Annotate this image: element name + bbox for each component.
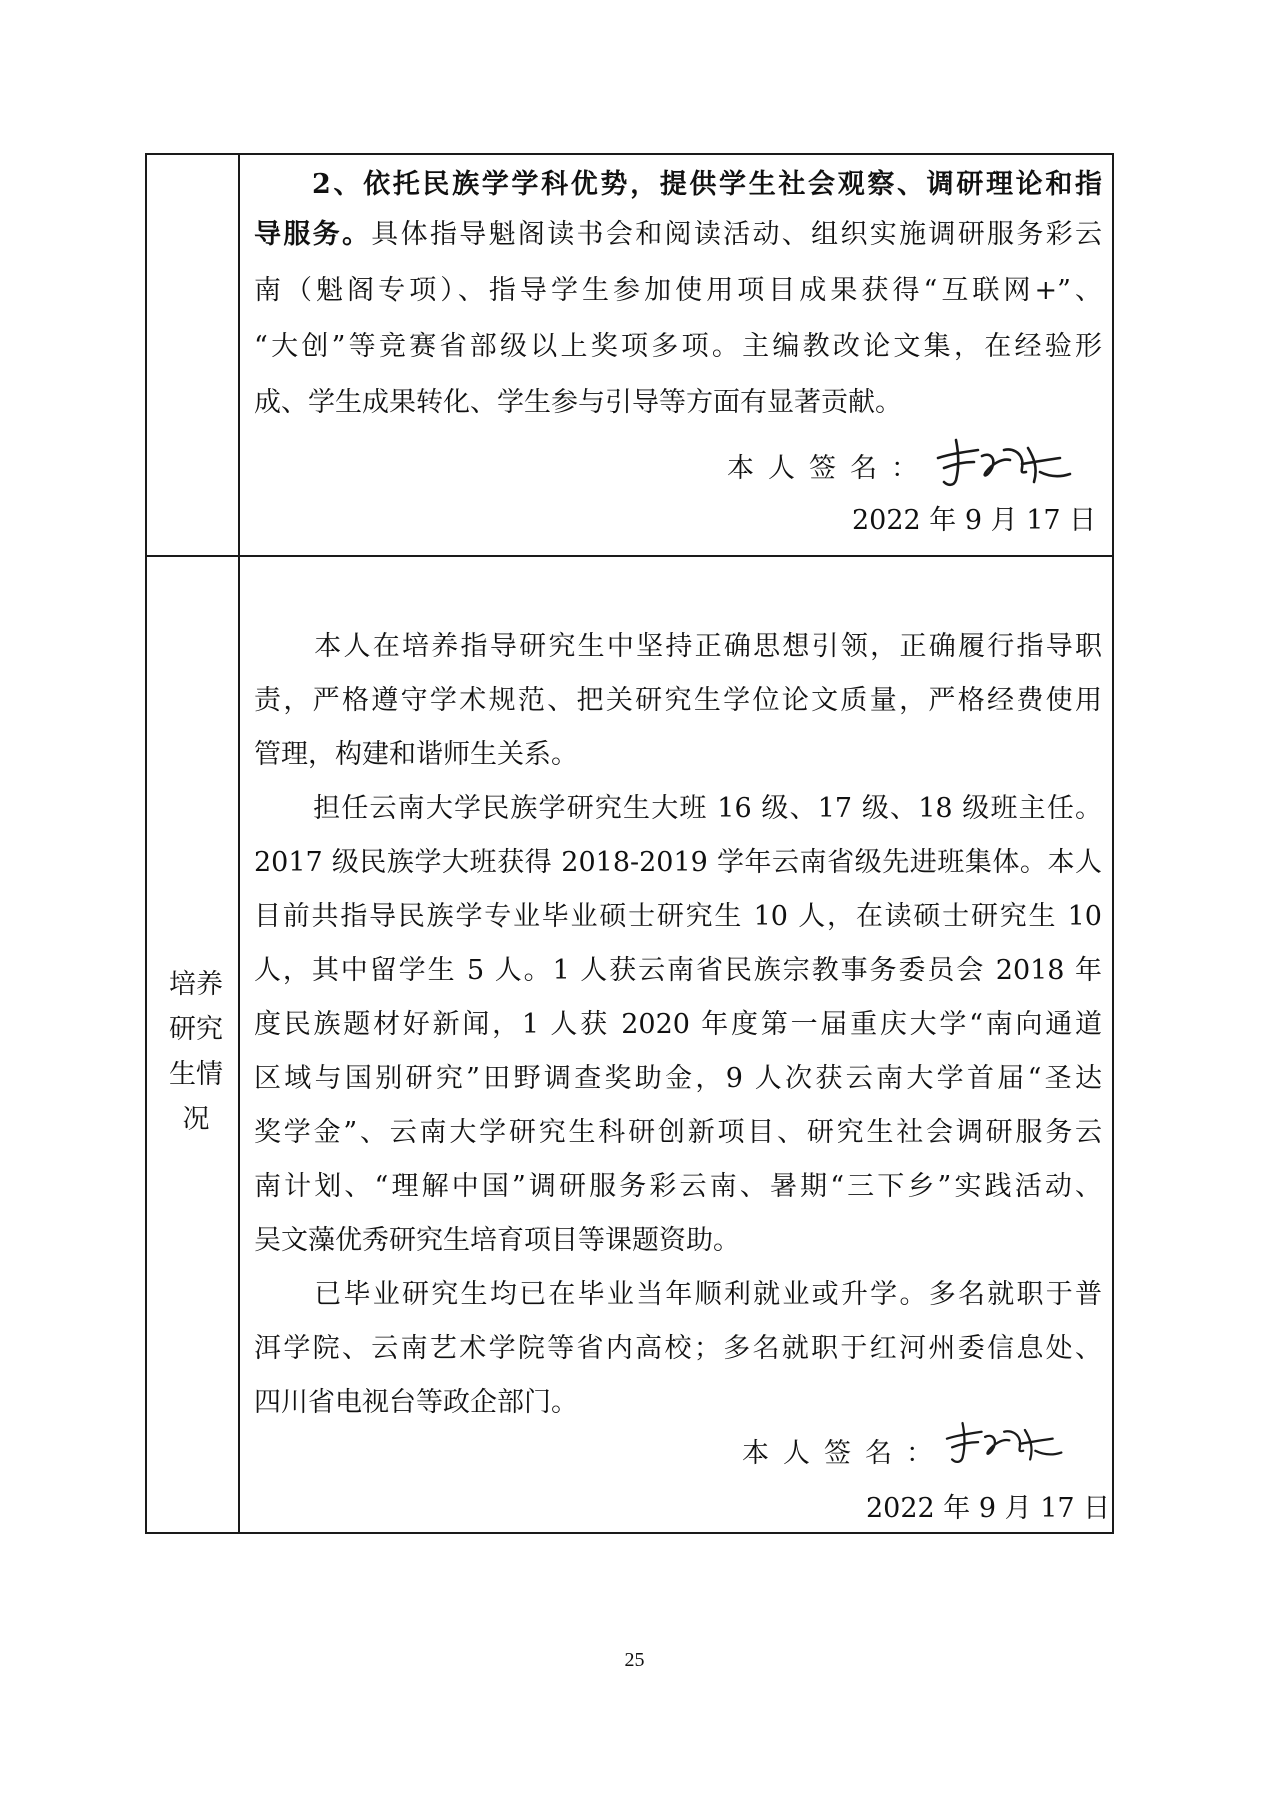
text-line: 已毕业研究生均已在毕业当年顺利就业或升学。多名就职于普 (312, 1279, 1102, 1310)
signature-date: 2022 年 9 月 17 日 (852, 505, 1097, 536)
signature-date: 2022 年 9 月 17 日 (866, 1493, 1111, 1524)
table-row-divider (145, 555, 1114, 557)
table-border-bottom (145, 1532, 1114, 1534)
text-line: 吴文藻优秀研究生培育项目等课题资助。 (254, 1225, 740, 1256)
table-column-divider (238, 153, 240, 1534)
handwritten-signature (940, 1412, 1070, 1474)
table-border-top (145, 153, 1114, 155)
signature-label: 本人签名： (742, 1438, 947, 1469)
text-line: 人，其中留学生 5 人。1 人获云南省民族宗教事务委员会 2018 年 (254, 955, 1102, 986)
text-line: 度民族题材好新闻，1 人获 2020 年度第一届重庆大学“南向通道 (254, 1009, 1102, 1040)
signature-label: 本人签名： (727, 453, 932, 484)
text-line: 奖学金”、云南大学研究生科研创新项目、研究生社会调研服务云 (254, 1117, 1102, 1148)
text-line: 目前共指导民族学专业毕业硕士研究生 10 人，在读硕士研究生 10 (254, 901, 1102, 932)
text-line: “大创”等竞赛省部级以上奖项多项。主编教改论文集，在经验形 (254, 331, 1102, 362)
table-border-left (145, 153, 147, 1534)
text-line: 四川省电视台等政企部门。 (254, 1387, 578, 1418)
page-number: 25 (624, 1649, 645, 1671)
text-line: 南（魁阁专项）、指导学生参加使用项目成果获得“互联网+”、 (254, 275, 1102, 306)
text-line: 2、依托民族学学科优势，提供学生社会观察、调研理论和指 (312, 169, 1102, 200)
table-border-right (1112, 153, 1114, 1534)
handwritten-signature (930, 428, 1080, 498)
text-line: 管理，构建和谐师生关系。 (254, 739, 578, 770)
section-label: 培养 研究 生情 况 (169, 969, 223, 1135)
text-line: 担任云南大学民族学研究生大班 16 级、17 级、18 级班主任。 (312, 793, 1102, 824)
text-line: 2017 级民族学大班获得 2018-2019 学年云南省级先进班集体。本人 (254, 847, 1102, 878)
text-line: 成、学生成果转化、学生参与引导等方面有显著贡献。 (254, 387, 902, 418)
text-line: 区域与国别研究”田野调查奖助金，9 人次获云南大学首届“圣达 (254, 1063, 1102, 1094)
text-line: 本人在培养指导研究生中坚持正确思想引领，正确履行指导职 (312, 631, 1102, 662)
text-line: 南计划、“理解中国”调研服务彩云南、暑期“三下乡”实践活动、 (254, 1171, 1102, 1202)
text-line: 责，严格遵守学术规范、把关研究生学位论文质量，严格经费使用 (254, 685, 1102, 716)
text-line: 导服务。具体指导魁阁读书会和阅读活动、组织实施调研服务彩云 (254, 219, 1103, 250)
text-line: 洱学院、云南艺术学院等省内高校；多名就职于红河州委信息处、 (254, 1333, 1102, 1364)
